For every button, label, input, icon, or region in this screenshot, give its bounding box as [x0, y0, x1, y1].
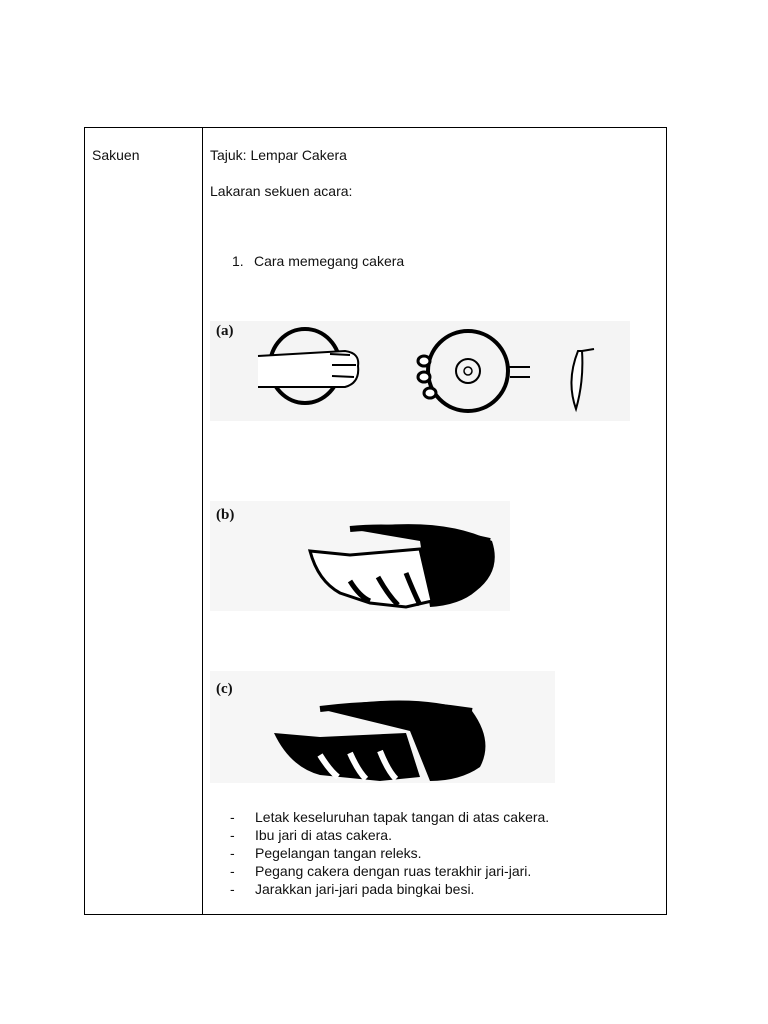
page-title: Tajuk: Lempar Cakera	[210, 147, 347, 163]
discus-grip-top-views-icon	[210, 321, 630, 421]
column-divider	[202, 128, 203, 914]
step-item	[232, 253, 404, 269]
step-number: 1.	[232, 253, 244, 269]
instruction-list	[230, 808, 549, 898]
figure-a	[210, 321, 630, 421]
figure-b-label: (b)	[216, 507, 235, 523]
sakuen-label: Sakuen	[92, 147, 140, 163]
subtitle: Lakaran sekuen acara:	[210, 183, 353, 199]
list-item: - Pegang cakera dengan ruas terakhir jari-jari.	[230, 862, 549, 880]
figure-c	[210, 671, 555, 783]
list-item: - Letak keseluruhan tapak tangan di atas cakera.	[230, 808, 549, 826]
figure-a-label: (a)	[216, 323, 234, 339]
sequence-table	[84, 127, 667, 915]
discus-grip-side-view-icon	[210, 501, 510, 611]
step-text: Cara memegang cakera	[254, 253, 405, 269]
list-item: - Ibu jari di atas cakera.	[230, 826, 549, 844]
content-cell	[210, 128, 666, 914]
figure-c-label: (c)	[216, 681, 233, 697]
discus-grip-fingers-icon	[210, 671, 555, 783]
figure-b	[210, 501, 510, 611]
list-item: - Pegelangan tangan releks.	[230, 844, 549, 862]
list-item: - Jarakkan jari-jari pada bingkai besi.	[230, 880, 549, 898]
